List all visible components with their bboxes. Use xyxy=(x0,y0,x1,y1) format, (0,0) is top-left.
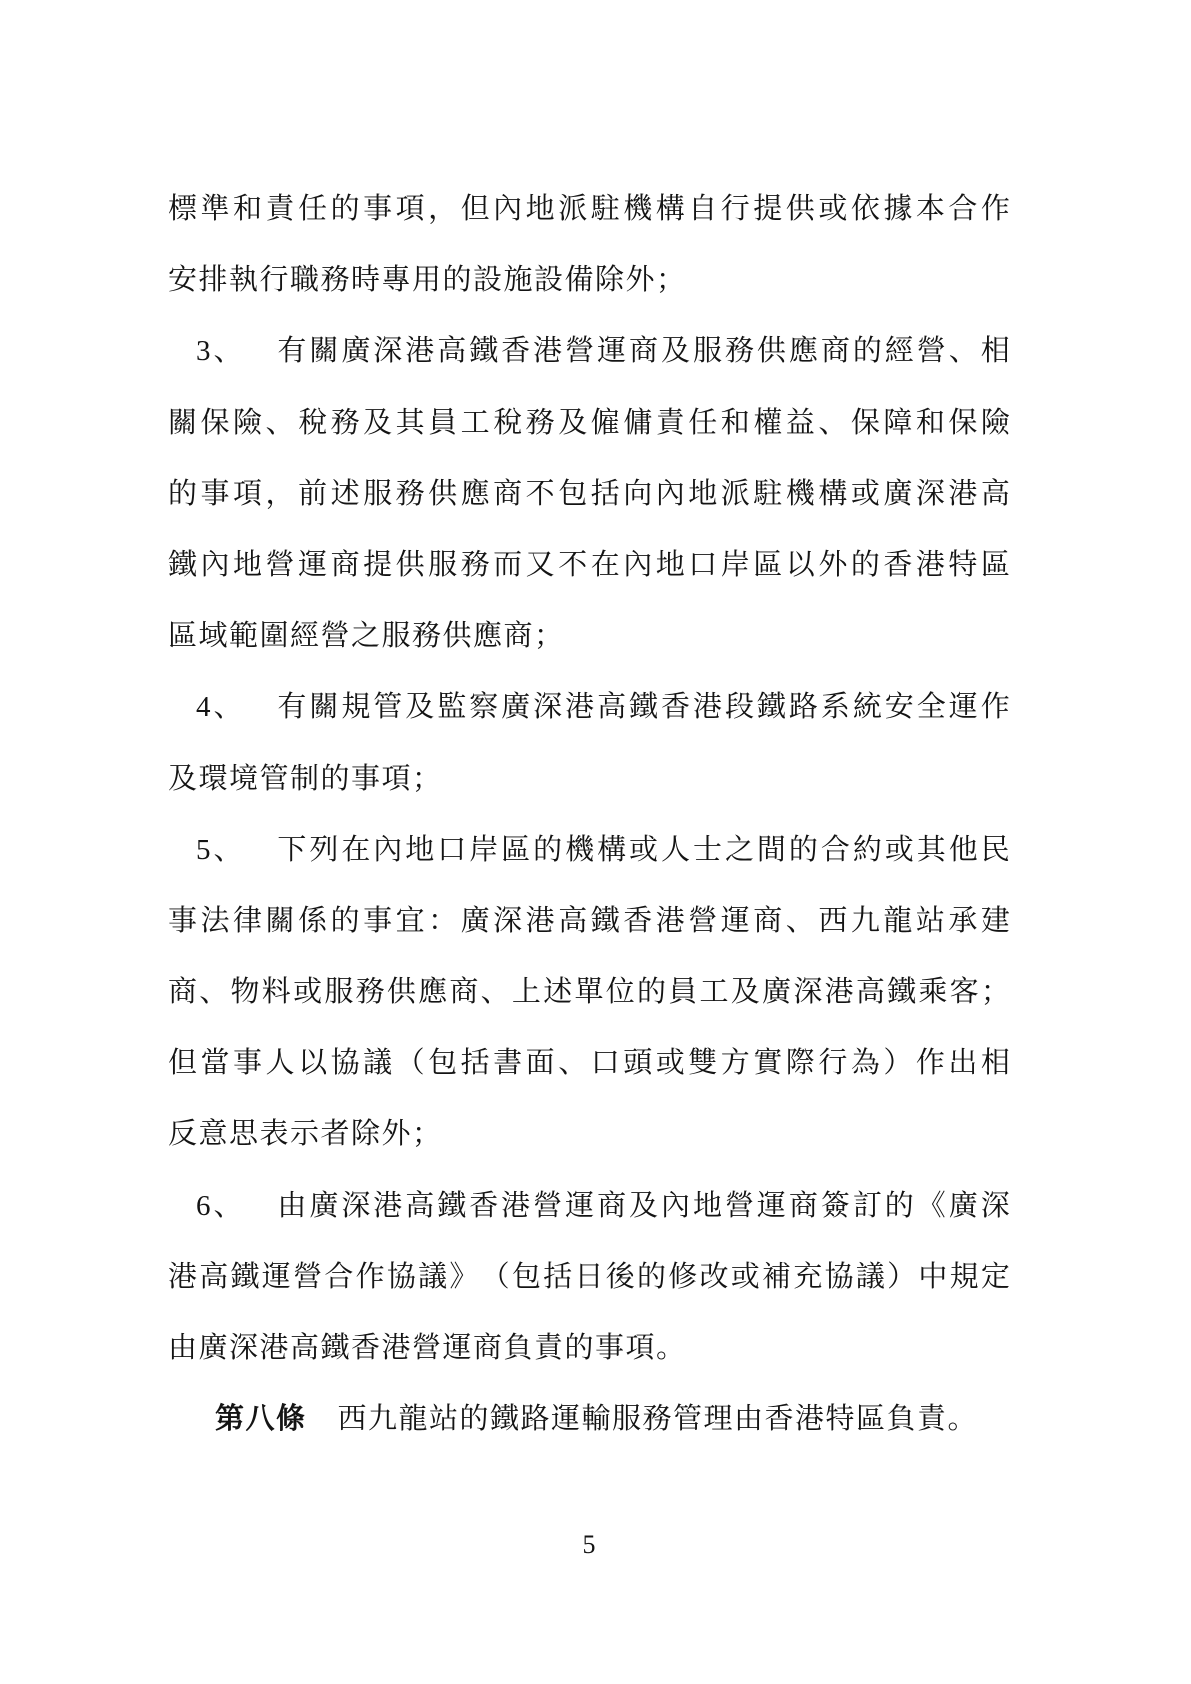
doc-line-item-6: 6 、 由 廣 深 港 高 鐵 香 港 營 運 商 及 內 地 營 運 商 簽 訂 的 《 廣 深 xyxy=(196,1189,1010,1222)
article-8-label: 第八條 xyxy=(215,1403,307,1436)
doc-line: 事 法 律 關 係 的 事 宜 ： 廣 深 港 高 鐵 香 港 營 運 商 、 西 九 龍 站 承 建 xyxy=(168,904,1010,937)
doc-line-item-4: 4 、 有 關 規 管 及 監 察 廣 深 港 高 鐵 香 港 段 鐵 路 系 統 安 全 運 作 xyxy=(196,691,1010,724)
doc-line: 鐵 內 地 營 運 商 提 供 服 務 而 又 不 在 內 地 口 岸 區 以 外 的 香 港 特 區 xyxy=(168,549,1010,582)
doc-line: 標 準 和 責 任 的 事 項 ， 但 內 地 派 駐 機 構 自 行 提 供 或 依 據 本 合 作 xyxy=(168,193,1010,226)
doc-line: 安排執行職務時專用的設施設備除外； xyxy=(168,264,687,297)
doc-line: 關 保 險 、 稅 務 及 其 員 工 稅 務 及 僱 傭 責 任 和 權 益 、 保 障 和 保 險 xyxy=(168,406,1010,439)
doc-line: 由廣深港高鐵香港營運商負責的事項。 xyxy=(168,1332,687,1364)
doc-line: 但 當 事 人 以 協 議 （ 包 括 書 面 、 口 頭 或 雙 方 實 際 行 為 ） 作 出 相 xyxy=(168,1047,1010,1080)
doc-line: 反意思表示者除外； xyxy=(168,1118,443,1151)
doc-line-article-8 xyxy=(168,1384,1010,1455)
text-block xyxy=(168,174,1010,1455)
doc-line-item-3: 3 、 有 關 廣 深 港 高 鐵 香 港 營 運 商 及 服 務 供 應 商 的 經 營 、 相 xyxy=(196,335,1010,368)
doc-line: 港 高 鐵 運 營 合 作 協 議 》 （ 包 括 日 後 的 修 改 或 補 充 協 議 ） 中 規 定 xyxy=(168,1260,1010,1293)
doc-line: 商 、 物 料 或 服 務 供 應 商 、 上 述 單 位 的 員 工 及 廣 深 港 高 鐵 乘 客 ； xyxy=(168,976,1010,1009)
doc-line: 的 事 項 ， 前 述 服 務 供 應 商 不 包 括 向 內 地 派 駐 機 構 或 廣 深 港 高 xyxy=(168,477,1010,510)
article-8-text: 西九龍站的鐵路運輸服務管理由香港特區負責。 xyxy=(337,1403,979,1436)
page-number: 5 xyxy=(582,1530,596,1559)
doc-line: 區域範圍經營之服務供應商； xyxy=(168,620,565,653)
doc-line-item-5: 5 、 下 列 在 內 地 口 岸 區 的 機 構 或 人 士 之 間 的 合 約 或 其 他 民 xyxy=(196,833,1010,866)
doc-line: 及環境管制的事項； xyxy=(168,762,443,795)
